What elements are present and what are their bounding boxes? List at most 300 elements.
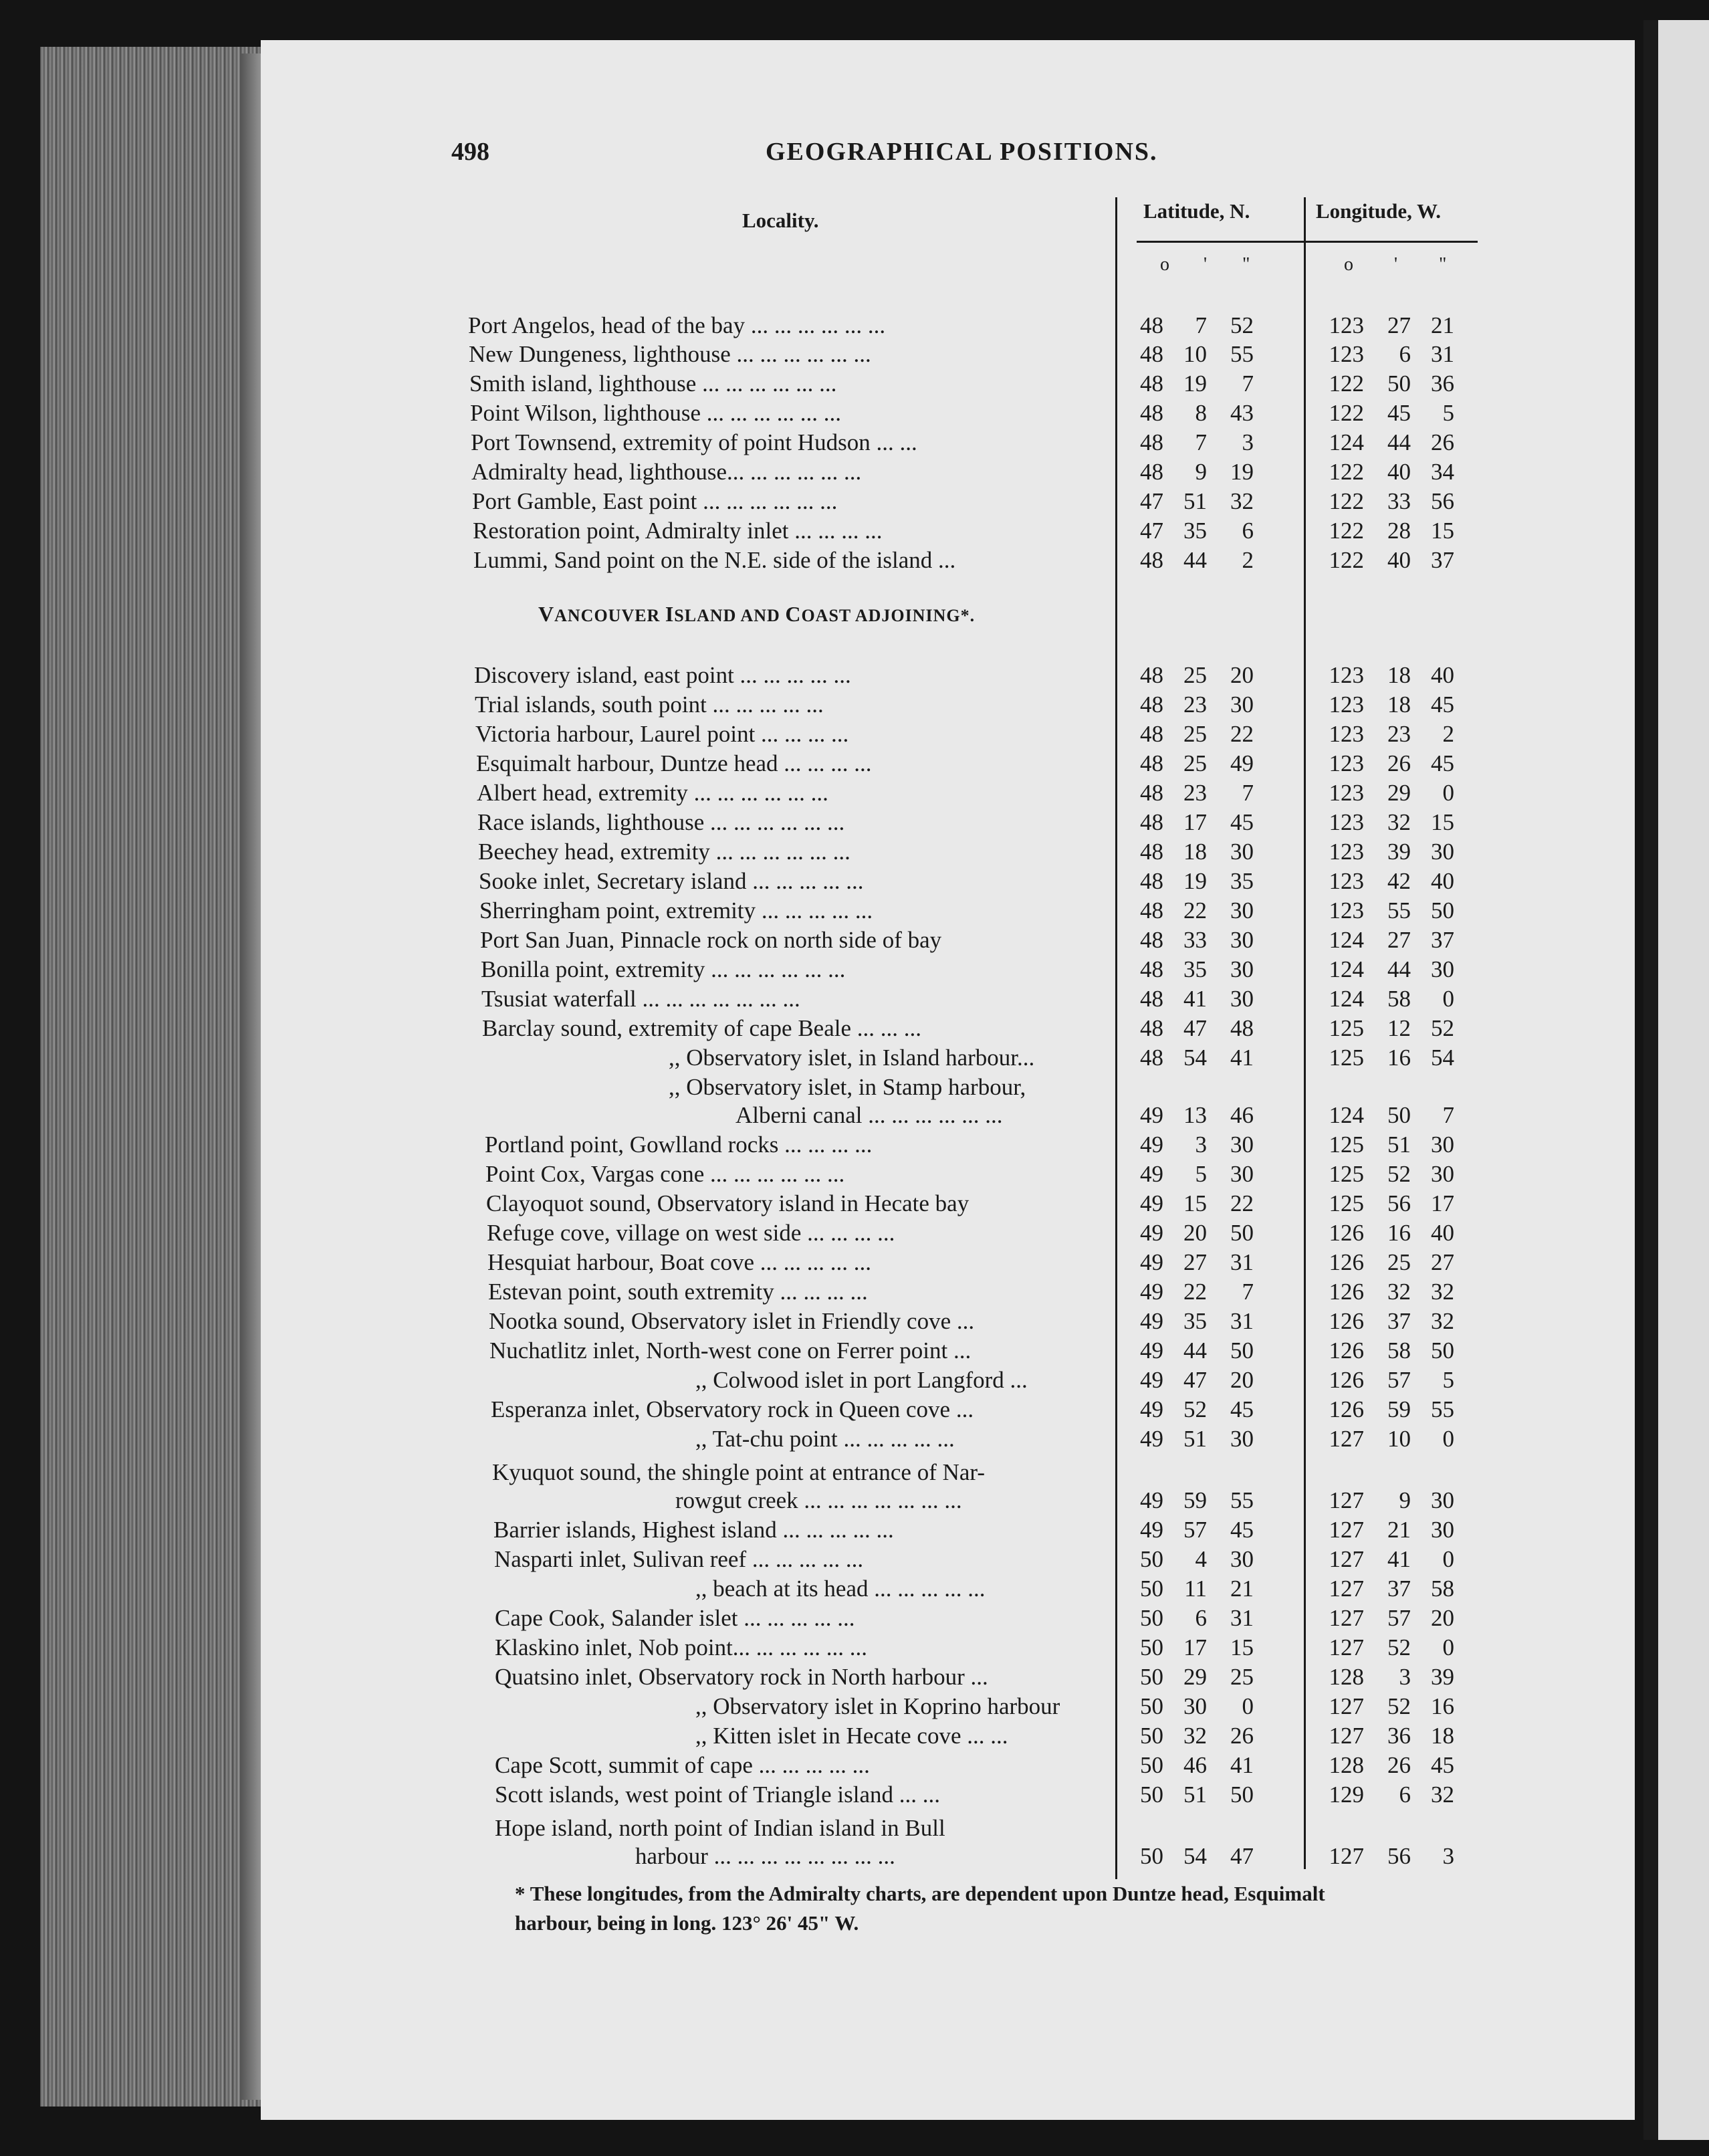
latitude-cell: 7 <box>1242 1279 1254 1305</box>
longitude-cell: 33 <box>1387 488 1411 514</box>
table-row <box>0 1633 1709 1662</box>
latitude-cell: 50 <box>1140 1576 1163 1602</box>
latitude-cell: 30 <box>1183 1693 1207 1719</box>
longitude-cell: 123 <box>1329 809 1364 835</box>
latitude-cell: 52 <box>1230 312 1254 338</box>
locality-cell: ,, beach at its head ... ... ... ... ... <box>695 1576 986 1602</box>
longitude-cell: 18 <box>1431 1723 1454 1749</box>
latitude-cell: 48 <box>1140 897 1163 924</box>
longitude-cell: 51 <box>1387 1131 1411 1158</box>
longitude-cell: 58 <box>1387 986 1411 1012</box>
latitude-cell: 52 <box>1183 1396 1207 1422</box>
locality-cell: Cape Scott, summit of cape ... ... ... ... ... <box>495 1752 870 1778</box>
latitude-cell: 48 <box>1140 662 1163 688</box>
longitude-cell: 122 <box>1329 547 1364 573</box>
longitude-cell: 30 <box>1431 839 1454 865</box>
longitude-cell: 12 <box>1387 1015 1411 1041</box>
locality-cell: Barrier islands, Highest island ... ... ... ... ... <box>493 1517 894 1543</box>
locality-cell: Clayoquot sound, Observatory island in Hecate bay <box>486 1190 970 1216</box>
latitude-cell: 20 <box>1183 1220 1207 1246</box>
longitude-cell: 3 <box>1399 1664 1411 1690</box>
latitude-cell: 47 <box>1183 1015 1207 1041</box>
locality-cell: Quatsino inlet, Observatory rock in North harbour ... <box>495 1664 988 1690</box>
longitude-cell: 123 <box>1329 868 1364 894</box>
locality-cell: Kyuquot sound, the shingle point at entrance of Nar- <box>492 1459 986 1485</box>
latitude-cell: 50 <box>1140 1634 1163 1660</box>
table-row <box>0 1721 1709 1751</box>
locality-cell: Nootka sound, Observatory islet in Friendly cove ... <box>489 1308 975 1334</box>
locality-cell: Esquimalt harbour, Duntze head ... ... ... ... <box>476 750 872 776</box>
latitude-cell: 50 <box>1140 1843 1163 1869</box>
table-row <box>0 720 1709 749</box>
latitude-cell: 30 <box>1230 691 1254 718</box>
table-row <box>0 399 1709 428</box>
longitude-cell: 123 <box>1329 721 1364 747</box>
locality-cell: Port Gamble, East point ... ... ... ... ... ... <box>472 488 838 514</box>
table-row <box>0 1014 1709 1043</box>
latitude-cell: 30 <box>1230 1426 1254 1452</box>
table-row <box>0 1160 1709 1189</box>
table-row <box>0 1486 1709 1515</box>
locality-cell: Tsusiat waterfall ... ... ... ... ... ... ... <box>481 986 800 1012</box>
table-row <box>0 1248 1709 1277</box>
table-row <box>0 1277 1709 1307</box>
locality-cell: Hesquiat harbour, Boat cove ... ... ... ... ... <box>487 1249 872 1275</box>
longitude-cell: 18 <box>1387 691 1411 718</box>
table-row <box>0 487 1709 516</box>
latitude-cell: 35 <box>1230 868 1254 894</box>
latitude-cell: 49 <box>1140 1517 1163 1543</box>
longitude-cell: 58 <box>1387 1337 1411 1364</box>
longitude-cell: 58 <box>1431 1576 1454 1602</box>
longitude-cell: 122 <box>1329 370 1364 397</box>
latitude-cell: 51 <box>1183 1782 1207 1808</box>
latitude-cell: 50 <box>1140 1693 1163 1719</box>
longitude-cell: 9 <box>1399 1487 1411 1513</box>
locality-cell: Albert head, extremity ... ... ... ... ... ... <box>477 780 828 806</box>
table-row <box>0 1751 1709 1780</box>
latitude-cell: 47 <box>1140 518 1163 544</box>
longitude-cell: 50 <box>1431 897 1454 924</box>
latitude-cell: 21 <box>1230 1576 1254 1602</box>
latitude-cell: 46 <box>1230 1102 1254 1128</box>
locality-cell: Point Cox, Vargas cone ... ... ... ... ... ... <box>485 1161 845 1187</box>
latitude-cell: 48 <box>1140 370 1163 397</box>
longitude-cell: 6 <box>1399 341 1411 367</box>
locality-cell: Beechey head, extremity ... ... ... ... ... ... <box>478 839 850 865</box>
latitude-cell: 23 <box>1183 780 1207 806</box>
longitude-cell: 127 <box>1329 1723 1364 1749</box>
longitude-cell: 123 <box>1329 691 1364 718</box>
latitude-cell: 5 <box>1195 1161 1207 1187</box>
longitude-column-header: Longitude, W. <box>1316 199 1441 223</box>
table-row <box>0 1780 1709 1810</box>
table-row <box>0 1130 1709 1160</box>
longitude-cell: 2 <box>1442 721 1454 747</box>
longitude-cell: 3 <box>1442 1843 1454 1869</box>
locality-cell: New Dungeness, lighthouse ... ... ... ... ... ... <box>469 341 871 367</box>
table-row <box>0 1692 1709 1721</box>
longitude-cell: 27 <box>1387 927 1411 953</box>
longitude-cell: 37 <box>1431 927 1454 953</box>
longitude-cell: 127 <box>1329 1487 1364 1513</box>
longitude-cell: 30 <box>1431 1517 1454 1543</box>
longitude-cell: 25 <box>1387 1249 1411 1275</box>
footnote <box>515 1879 1538 1938</box>
latitude-cell: 48 <box>1140 839 1163 865</box>
table-row <box>0 546 1709 575</box>
table-row <box>0 896 1709 926</box>
latitude-cell: 46 <box>1183 1752 1207 1778</box>
longitude-cell: 50 <box>1387 370 1411 397</box>
longitude-cell: 124 <box>1329 429 1364 455</box>
longitude-cell: 18 <box>1387 662 1411 688</box>
longitude-cell: 126 <box>1329 1220 1364 1246</box>
longitude-cell: 122 <box>1329 488 1364 514</box>
longitude-cell: 32 <box>1431 1308 1454 1334</box>
table-row <box>0 1307 1709 1336</box>
table-row <box>0 926 1709 955</box>
longitude-cell: 123 <box>1329 341 1364 367</box>
longitude-cell: 44 <box>1387 956 1411 982</box>
locality-cell: Race islands, lighthouse ... ... ... ... ... ... <box>477 809 845 835</box>
table-row <box>0 955 1709 984</box>
table-row <box>0 428 1709 457</box>
locality-cell: Trial islands, south point ... ... ... ... ... <box>475 691 824 718</box>
longitude-cell: 45 <box>1431 750 1454 776</box>
locality-cell: Alberni canal ... ... ... ... ... ... <box>735 1102 1003 1128</box>
lon-minute-mark: ' <box>1394 254 1398 275</box>
latitude-cell: 30 <box>1230 1161 1254 1187</box>
footnote-line-2: harbour, being in long. 123° 26' 45" W. <box>515 1911 859 1935</box>
longitude-cell: 129 <box>1329 1782 1364 1808</box>
latitude-cell: 49 <box>1140 1161 1163 1187</box>
longitude-cell: 37 <box>1431 547 1454 573</box>
longitude-cell: 127 <box>1329 1546 1364 1572</box>
longitude-cell: 124 <box>1329 1102 1364 1128</box>
longitude-cell: 32 <box>1387 1279 1411 1305</box>
longitude-cell: 26 <box>1387 750 1411 776</box>
latitude-cell: 55 <box>1230 1487 1254 1513</box>
longitude-cell: 125 <box>1329 1045 1364 1071</box>
latitude-cell: 48 <box>1230 1015 1254 1041</box>
longitude-cell: 37 <box>1387 1308 1411 1334</box>
longitude-cell: 15 <box>1431 518 1454 544</box>
longitude-cell: 29 <box>1387 780 1411 806</box>
latitude-cell: 7 <box>1195 429 1207 455</box>
latitude-cell: 44 <box>1183 1337 1207 1364</box>
table-row <box>0 311 1709 340</box>
longitude-cell: 50 <box>1387 1102 1411 1128</box>
longitude-cell: 16 <box>1431 1693 1454 1719</box>
longitude-cell: 55 <box>1387 897 1411 924</box>
latitude-cell: 25 <box>1183 750 1207 776</box>
longitude-cell: 123 <box>1329 839 1364 865</box>
latitude-cell: 59 <box>1183 1487 1207 1513</box>
longitude-cell: 23 <box>1387 721 1411 747</box>
locality-cell: Discovery island, east point ... ... ... ... ... <box>474 662 851 688</box>
longitude-cell: 17 <box>1431 1190 1454 1216</box>
table-row <box>0 778 1709 808</box>
longitude-cell: 125 <box>1329 1161 1364 1187</box>
longitude-cell: 32 <box>1387 809 1411 835</box>
longitude-cell: 124 <box>1329 956 1364 982</box>
longitude-cell: 32 <box>1431 1279 1454 1305</box>
longitude-cell: 5 <box>1442 1367 1454 1393</box>
longitude-cell: 128 <box>1329 1752 1364 1778</box>
table-row <box>0 1073 1709 1102</box>
longitude-cell: 123 <box>1329 750 1364 776</box>
table-row <box>0 661 1709 690</box>
latitude-cell: 25 <box>1183 662 1207 688</box>
latitude-cell: 48 <box>1140 1045 1163 1071</box>
locality-cell: ,, Observatory islet in Koprino harbour <box>695 1693 1060 1719</box>
footnote-line-1: * These longitudes, from the Admiralty charts, are dependent upon Duntze head, Esquimalt <box>515 1882 1325 1905</box>
latitude-cell: 22 <box>1183 897 1207 924</box>
longitude-cell: 39 <box>1387 839 1411 865</box>
latitude-cell: 48 <box>1140 780 1163 806</box>
longitude-cell: 122 <box>1329 459 1364 485</box>
longitude-cell: 40 <box>1387 547 1411 573</box>
latitude-cell: 48 <box>1140 429 1163 455</box>
longitude-cell: 52 <box>1387 1634 1411 1660</box>
longitude-cell: 10 <box>1387 1426 1411 1452</box>
longitude-cell: 0 <box>1442 986 1454 1012</box>
latitude-cell: 29 <box>1183 1664 1207 1690</box>
latitude-cell: 7 <box>1242 780 1254 806</box>
longitude-cell: 52 <box>1387 1161 1411 1187</box>
longitude-cell: 26 <box>1387 1752 1411 1778</box>
latitude-cell: 26 <box>1230 1723 1254 1749</box>
latitude-cell: 6 <box>1195 1605 1207 1631</box>
locality-cell: Victoria harbour, Laurel point ... ... ... ... <box>475 721 849 747</box>
latitude-cell: 45 <box>1230 1396 1254 1422</box>
latitude-cell: 35 <box>1183 1308 1207 1334</box>
latitude-cell: 7 <box>1195 312 1207 338</box>
table-row <box>0 808 1709 837</box>
longitude-cell: 15 <box>1431 809 1454 835</box>
table-row <box>0 1662 1709 1692</box>
longitude-cell: 126 <box>1329 1249 1364 1275</box>
latitude-cell: 22 <box>1230 721 1254 747</box>
page-number: 498 <box>451 138 489 166</box>
latitude-cell: 48 <box>1140 312 1163 338</box>
longitude-cell: 0 <box>1442 1426 1454 1452</box>
locality-cell: Smith island, lighthouse ... ... ... ... ... ... <box>469 370 837 397</box>
longitude-cell: 127 <box>1329 1843 1364 1869</box>
longitude-cell: 40 <box>1431 1220 1454 1246</box>
longitude-cell: 124 <box>1329 927 1364 953</box>
latitude-cell: 31 <box>1230 1308 1254 1334</box>
latitude-cell: 48 <box>1140 547 1163 573</box>
lon-second-mark: " <box>1439 254 1447 275</box>
latitude-cell: 18 <box>1183 839 1207 865</box>
locality-cell: Portland point, Gowlland rocks ... ... ... ... <box>485 1131 873 1158</box>
table-row <box>0 1101 1709 1130</box>
longitude-cell: 126 <box>1329 1337 1364 1364</box>
latitude-cell: 49 <box>1140 1131 1163 1158</box>
table-row <box>0 1218 1709 1248</box>
latitude-cell: 49 <box>1230 750 1254 776</box>
longitude-cell: 0 <box>1442 1634 1454 1660</box>
table-row <box>0 369 1709 399</box>
longitude-cell: 127 <box>1329 1605 1364 1631</box>
longitude-cell: 127 <box>1329 1517 1364 1543</box>
latitude-cell: 0 <box>1242 1693 1254 1719</box>
table-row <box>0 1395 1709 1424</box>
latitude-cell: 30 <box>1230 1546 1254 1572</box>
latitude-cell: 41 <box>1230 1752 1254 1778</box>
longitude-cell: 30 <box>1431 1161 1454 1187</box>
longitude-cell: 28 <box>1387 518 1411 544</box>
latitude-cell: 49 <box>1140 1220 1163 1246</box>
table-row <box>0 1189 1709 1218</box>
longitude-cell: 27 <box>1431 1249 1454 1275</box>
locality-cell: rowgut creek ... ... ... ... ... ... ... <box>675 1487 962 1513</box>
latitude-cell: 30 <box>1230 927 1254 953</box>
latitude-cell: 48 <box>1140 1015 1163 1041</box>
latitude-cell: 19 <box>1230 459 1254 485</box>
longitude-cell: 125 <box>1329 1015 1364 1041</box>
locality-cell: Cape Cook, Salander islet ... ... ... ... ... <box>495 1605 855 1631</box>
latitude-cell: 54 <box>1183 1843 1207 1869</box>
locality-cell: Bonilla point, extremity ... ... ... ... ... ... <box>481 956 846 982</box>
longitude-cell: 123 <box>1329 662 1364 688</box>
longitude-cell: 21 <box>1387 1517 1411 1543</box>
latitude-cell: 49 <box>1140 1249 1163 1275</box>
latitude-cell: 49 <box>1140 1279 1163 1305</box>
longitude-cell: 128 <box>1329 1664 1364 1690</box>
lat-degree-mark: o <box>1160 254 1169 275</box>
longitude-cell: 36 <box>1387 1723 1411 1749</box>
latitude-cell: 27 <box>1183 1249 1207 1275</box>
locality-cell: ,, Observatory islet, in Island harbour... <box>669 1045 1035 1071</box>
longitude-cell: 52 <box>1431 1015 1454 1041</box>
longitude-cell: 54 <box>1431 1045 1454 1071</box>
locality-cell: Klaskino inlet, Nob point... ... ... ... ... ... <box>495 1634 868 1660</box>
latitude-cell: 25 <box>1230 1664 1254 1690</box>
latitude-cell: 32 <box>1230 488 1254 514</box>
latitude-cell: 31 <box>1230 1249 1254 1275</box>
latitude-cell: 50 <box>1230 1337 1254 1364</box>
table-row <box>0 749 1709 778</box>
latitude-cell: 48 <box>1140 691 1163 718</box>
locality-cell: Scott islands, west point of Triangle island ... ... <box>495 1782 940 1808</box>
longitude-cell: 127 <box>1329 1426 1364 1452</box>
longitude-cell: 56 <box>1387 1843 1411 1869</box>
table-row <box>0 1458 1709 1487</box>
table-row <box>0 1814 1709 1843</box>
latitude-cell: 15 <box>1183 1190 1207 1216</box>
longitude-cell: 125 <box>1329 1190 1364 1216</box>
longitude-cell: 16 <box>1387 1045 1411 1071</box>
locality-cell: ,, Kitten islet in Hecate cove ... ... <box>695 1723 1008 1749</box>
lat-second-mark: " <box>1242 254 1250 275</box>
longitude-cell: 42 <box>1387 868 1411 894</box>
latitude-cell: 50 <box>1230 1782 1254 1808</box>
locality-cell: Sooke inlet, Secretary island ... ... ... ... ... <box>479 868 864 894</box>
longitude-cell: 57 <box>1387 1605 1411 1631</box>
latitude-cell: 20 <box>1230 1367 1254 1393</box>
latitude-cell: 41 <box>1183 986 1207 1012</box>
latitude-cell: 35 <box>1183 956 1207 982</box>
longitude-cell: 41 <box>1387 1546 1411 1572</box>
latitude-cell: 49 <box>1140 1337 1163 1364</box>
latitude-cell: 45 <box>1230 809 1254 835</box>
locality-cell: Admiralty head, lighthouse... ... ... ... ... ... <box>471 459 862 485</box>
longitude-cell: 32 <box>1431 1782 1454 1808</box>
locality-cell: Restoration point, Admiralty inlet ... ... ... ... <box>473 518 883 544</box>
longitude-cell: 0 <box>1442 1546 1454 1572</box>
longitude-cell: 52 <box>1387 1693 1411 1719</box>
latitude-cell: 33 <box>1183 927 1207 953</box>
locality-cell: Nasparti inlet, Sulivan reef ... ... ... ... ... <box>494 1546 864 1572</box>
latitude-cell: 19 <box>1183 370 1207 397</box>
latitude-cell: 48 <box>1140 721 1163 747</box>
longitude-cell: 56 <box>1387 1190 1411 1216</box>
latitude-cell: 48 <box>1140 927 1163 953</box>
longitude-cell: 125 <box>1329 1131 1364 1158</box>
longitude-cell: 123 <box>1329 897 1364 924</box>
longitude-cell: 44 <box>1387 429 1411 455</box>
longitude-cell: 31 <box>1431 341 1454 367</box>
locality-cell: ,, Observatory islet, in Stamp harbour, <box>669 1074 1026 1100</box>
longitude-cell: 127 <box>1329 1693 1364 1719</box>
longitude-cell: 59 <box>1387 1396 1411 1422</box>
latitude-cell: 6 <box>1242 518 1254 544</box>
lat-minute-mark: ' <box>1204 254 1208 275</box>
longitude-cell: 0 <box>1442 780 1454 806</box>
latitude-cell: 49 <box>1140 1367 1163 1393</box>
table-row <box>0 1515 1709 1545</box>
longitude-cell: 126 <box>1329 1308 1364 1334</box>
latitude-cell: 3 <box>1195 1131 1207 1158</box>
latitude-cell: 51 <box>1183 1426 1207 1452</box>
latitude-cell: 22 <box>1183 1279 1207 1305</box>
longitude-cell: 45 <box>1431 691 1454 718</box>
latitude-cell: 30 <box>1230 839 1254 865</box>
latitude-cell: 50 <box>1230 1220 1254 1246</box>
latitude-cell: 32 <box>1183 1723 1207 1749</box>
table-row <box>0 1366 1709 1395</box>
locality-cell: Point Wilson, lighthouse ... ... ... ... ... ... <box>470 400 842 426</box>
latitude-cell: 20 <box>1230 662 1254 688</box>
longitude-cell: 39 <box>1431 1664 1454 1690</box>
table-row <box>0 1424 1709 1454</box>
locality-cell: Sherringham point, extremity ... ... ... ... ... <box>479 897 873 924</box>
latitude-cell: 47 <box>1183 1367 1207 1393</box>
latitude-cell: 48 <box>1140 341 1163 367</box>
latitude-cell: 17 <box>1183 809 1207 835</box>
longitude-cell: 127 <box>1329 1576 1364 1602</box>
longitude-cell: 40 <box>1387 459 1411 485</box>
longitude-cell: 45 <box>1431 1752 1454 1778</box>
lon-degree-mark: o <box>1344 254 1353 275</box>
latitude-cell: 10 <box>1183 341 1207 367</box>
longitude-cell: 124 <box>1329 986 1364 1012</box>
latitude-cell: 8 <box>1195 400 1207 426</box>
latitude-cell: 43 <box>1230 400 1254 426</box>
table-row <box>0 516 1709 546</box>
longitude-cell: 126 <box>1329 1279 1364 1305</box>
latitude-cell: 49 <box>1140 1102 1163 1128</box>
longitude-cell: 30 <box>1431 956 1454 982</box>
locality-cell: Hope island, north point of Indian island in Bull <box>495 1815 945 1841</box>
longitude-cell: 123 <box>1329 780 1364 806</box>
longitude-cell: 20 <box>1431 1605 1454 1631</box>
latitude-cell: 11 <box>1184 1576 1207 1602</box>
longitude-cell: 126 <box>1329 1396 1364 1422</box>
